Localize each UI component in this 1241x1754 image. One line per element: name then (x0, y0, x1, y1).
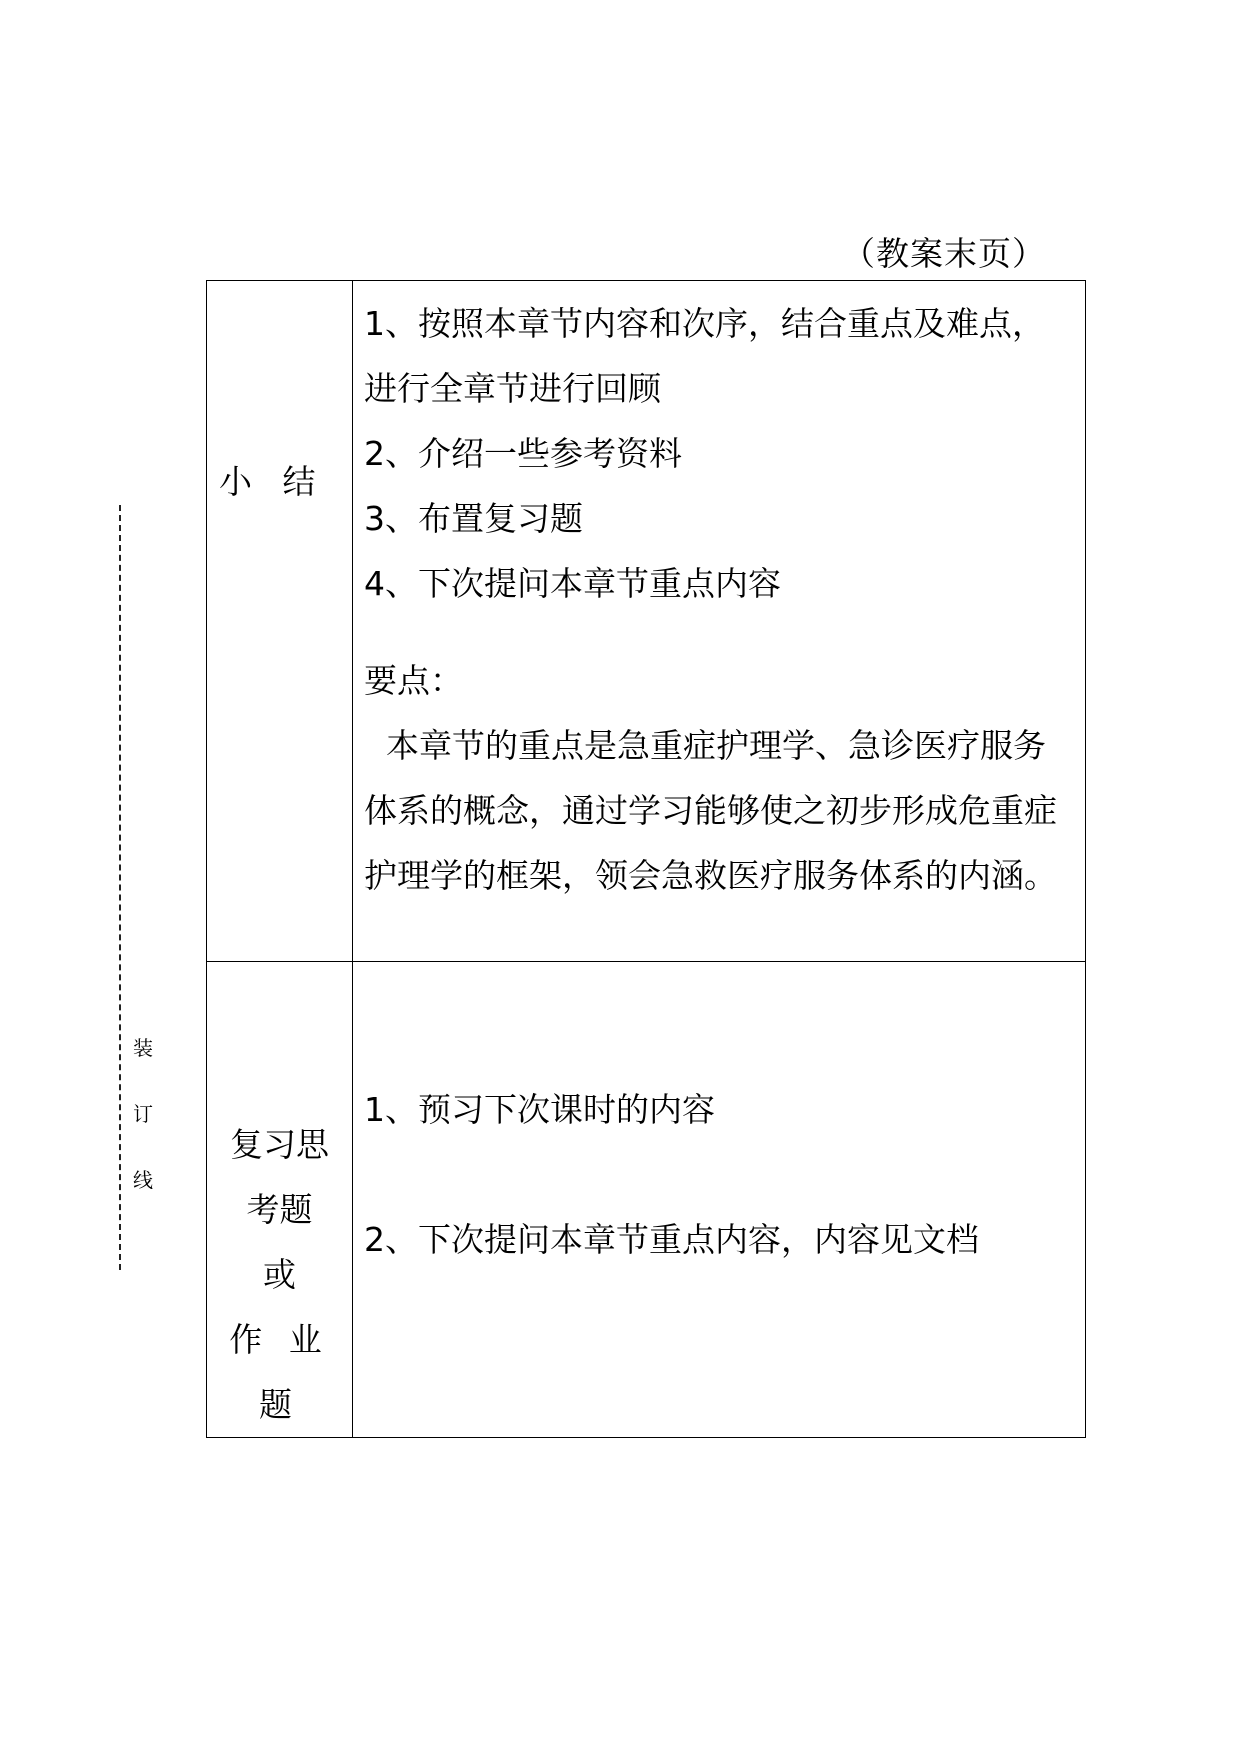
summary-item: 2、介绍一些参考资料 (364, 434, 682, 473)
lesson-plan-table (206, 280, 1086, 1438)
summary-label: 小 结 (219, 462, 326, 501)
review-label (207, 962, 352, 1437)
review-label-line: 复习思 (230, 1125, 329, 1164)
binding-label (128, 1015, 158, 1213)
binding-char: 线 (133, 1168, 153, 1192)
review-item: 1、预习下次课时的内容 (364, 1090, 715, 1129)
summary-content-cell (353, 281, 1086, 962)
page-marker: （教案末页） (842, 234, 1046, 273)
summary-item: 1、按照本章节内容和次序，结合重点及难点，进行全章节进行回顾 (364, 304, 1045, 408)
review-label-cell (207, 962, 353, 1438)
binding-line (119, 505, 121, 1270)
review-label-line: 作 业 题 (229, 1320, 330, 1424)
review-content-cell (353, 962, 1086, 1438)
summary-item: 3、布置复习题 (364, 499, 583, 538)
binding-char: 订 (133, 1102, 153, 1126)
binding-char: 装 (133, 1036, 153, 1060)
summary-item: 4、下次提问本章节重点内容 (364, 564, 781, 603)
review-row (207, 962, 1086, 1438)
review-label-line: 或 (263, 1255, 296, 1294)
review-label-line: 考题 (246, 1190, 313, 1229)
key-points-body: 本章节的重点是急重症护理学、急诊医疗服务体系的概念，通过学习能够使之初步形成危重症护理学的框架，领会急救医疗服务体系的内涵。 (364, 726, 1057, 895)
key-points-heading: 要点： (364, 661, 463, 700)
summary-label-cell (207, 281, 353, 962)
review-item: 2、下次提问本章节重点内容，内容见文档 (364, 1220, 979, 1259)
summary-row (207, 281, 1086, 962)
